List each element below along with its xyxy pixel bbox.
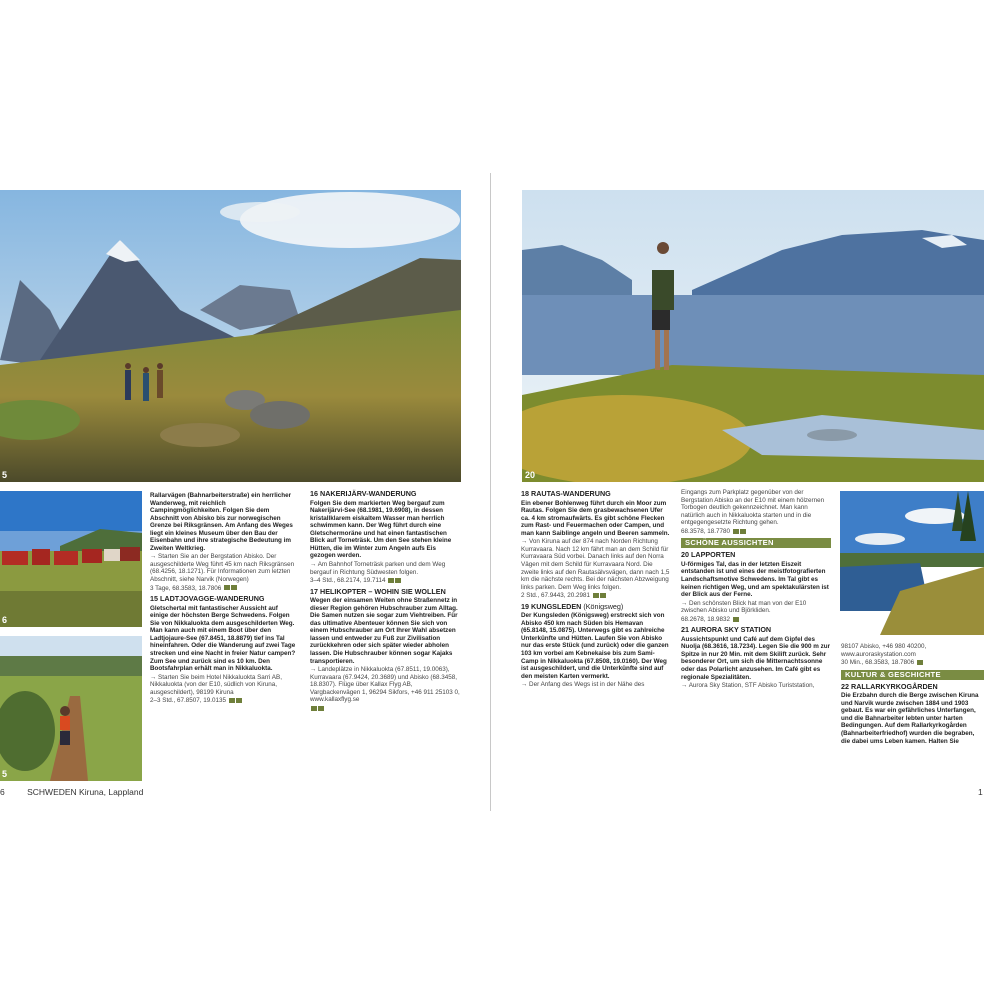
camping-icon [600,593,606,598]
heading-number: 17 [310,586,318,596]
section-21-text: Aussichtspunkt und Café auf dem Gipfel des Nuolja (68.3616, 18.7234). Legen Sie die 900 m zur Spitze in nur 20 Min. mit dem Skilift zurück. Sehr besonderer Ort, um sich die Mitternachtssonne oder das Polarlicht anzusehen. Im Café gibt es regionale Spezialitäten. [681,635,831,681]
hiking-icon [318,706,324,711]
directions-text: → Starten Sie an der Bergstation Abisko. Der ausgeschilderte Weg führt 45 km nach Riksgränsen (68.4256, 18.1271). Für Informationen zum letzten Abschnitt, siehe Narvik (Norwegen) [150,553,295,584]
meta-line-16 [310,577,463,585]
heading-22 [841,683,984,692]
page-spine [490,173,491,811]
directions-20-text: → Den schönsten Blick hat man von der E10 zwischen Abisko und Björkliden. [681,599,807,615]
heading-title: AURORA SKY STATION [690,625,772,635]
directions-18-text: → Von Kiruna auf der 874 nach Norden Richtung Kurravaara. Nach 12 km fährt man an dem Schild für Kurravaara Süd vorbei. Danach links auf den Norra Vägen mit dem Schild für Kurravaara Nord. Die zweite links auf den Rautasälvsvägen, dann nach 1,5 km die nächste rechts. Bei der nächsten Abzweigung links parken. Dem Weg links folgen. [521,538,670,591]
meta-text: 2–3 Std., 67.8507, 19.0135 [150,697,226,705]
text-column-d [681,489,831,691]
section-22-text: Die Erzbahn durch die Berge zwischen Kiruna und Narvik wurde zwischen 1884 und 1903 gebaut. Es war ein gefährliches Unterfangen, und die Bahnarbeiter lebten unter harten Bedingungen. Auf dem Rallarkyrkogården (Bahnarbeiterfriedhof) wurden die begraben, die dabei ums Leben kamen. Halten Sie [841,692,979,745]
section-band-culture: KULTUR & GESCHICHTE [841,670,984,680]
running-head: SCHWEDEN Kiruna, Lappland [27,787,144,797]
meta-line-e [841,659,984,667]
photo-number: 5 [2,470,8,480]
camping-icon [231,585,237,590]
hiking-icon [733,617,739,622]
photo-number: 6 [2,615,8,625]
heading-number: 20 [681,550,689,560]
heading-number: 18 [521,489,529,498]
footer-left [0,787,143,797]
directions-17-text: → Landeplätze in Nikkaluokta (67.8511, 19.0063), Kurravaara (67.9424, 20.3689) und Abisko (68.3458, 18.8307). Flüge über Kallax Flyg AB, Vargbackenvägen 1, 96294 Sikfors, +46 911 25103 0, www.kallaxflyg.se [310,666,460,704]
text-column-c [521,489,671,690]
directions-15-text: → Starten Sie beim Hotel Nikkaluokta Sarri AB, Nikkaluokta (von der E10, südlich von Kiruna, ausgeschildert), 98199 Kiruna [150,673,282,696]
heading-16 [310,490,463,499]
heading-title: KUNGSLEDEN [531,601,582,611]
hero-photo-hiker [522,190,984,482]
heading-number: 22 [841,681,849,691]
camping-icon [395,578,401,583]
heading-title: NAKERIJÄRV-WANDERUNG [320,489,417,498]
continued-text: Eingangs zum Parkplatz gegenüber von der Bergstation Abisko an der E10 mit einem hölzernen Torbogen deutlich gekennzeichnet. Man kann natürlich auch in Nikkaluokta starten und in die entgegengesetzte Richtung gehen. [681,489,825,527]
meta-text: 3 Tage, 68.3583, 18.7806 [150,584,222,592]
directions-21-text: → Aurora Sky Station, STF Abisko Turiststation, [681,682,815,690]
meta-line-cont [681,528,831,536]
hiking-icon [388,578,394,583]
heading-15 [150,595,296,604]
photo-number: 18 [844,623,855,633]
photo-number: 5 [2,769,8,779]
heading-title: HELIKOPTER – WOHIN SIE WOLLEN [320,586,446,596]
heading-title: RAUTAS-WANDERUNG [531,489,611,498]
photo-river [840,491,984,635]
section-19-text: Der Kungsleden (Königsweg) erstreckt sich von Abisko 450 km nach Süden bis Hemavan (65.8148, 15.0875). Unterwegs gibt es zahlreiche Unterkünfte und Hütten. Laufen Sie von Abisko nur das erste Stück (und zurück) oder die ganzen 103 km vorbei am Kebnekaise bis zum Sami-Camp in Nikkaluokta (67.8508, 19.0160). Der Weg ist ausgeschildert, und die Unterkünfte sind auf den meisten Karten vermerkt. [521,612,669,680]
section-20-text: U-förmiges Tal, das in der letzten Eiszeit entstanden ist und eines der meistfotografierten Landschaftsmotive Schwedens. Im Tal gibt es keinen richtigen Weg, und am spektakulärsten ist der Blick aus der Ferne. [681,560,829,599]
directions-19-text: → Der Anfang des Wegs ist in der Nähe des [521,681,645,689]
heading-19 [521,603,671,612]
meta-text: 68.2678, 18.9832 [681,615,731,623]
heading-number: 21 [681,625,689,635]
address-text: 98107 Abisko, +46 980 40200, www.auroraskystation.com [841,643,927,658]
text-column-a [150,492,296,708]
heading-18 [521,490,671,499]
heading-number: 19 [521,601,529,611]
meta-text: 3–4 Std., 68.2174, 19.7114 [310,577,386,585]
section-15-text: Gletschertal mit fantastischer Aussicht auf einige der höchsten Berge Schwedens. Folgen Sie von Nikkaluokta dem ausgeschilderten Weg. Man kann auch mit einem Boot über den Ladtjojaure-See (67.8451, 18.8879) tief ins Tal hineinfahren. Oder die Wanderung auf zwei Tage strecken und eine Nacht in freier Natur campen? Zum See und zurück sind es 10 km. Den Bootsfahrplan erhält man in Nikkaluokta. [150,604,296,673]
directions-16-text: → Am Bahnhof Torneträsk parken und dem Weg bergauf in Richtung Südwesten folgen. [310,560,446,576]
footer-right [978,787,983,797]
meta-text: 68.3578, 18.7780 [681,527,731,535]
section-band-views: SCHÖNE AUSSICHTEN [681,538,831,548]
section-17-text: Wegen der einsamen Weiten ohne Straßennetz in dieser Region gehören Hubschrauber zum Alltag. Die Samen nutzen sie sogar zum Viehtreiben. Für das ultimative Abenteuer können Sie sich von einem Hubschrauber am Ort Ihrer Wahl absetzen lassen und entweder zu Fuß zur Zivilisation zurückkehren oder sich später wieder abholen lassen. Die Hubschrauber können sogar Kajaks transportieren. [310,597,458,665]
meta-line-15 [150,697,296,705]
camping-icon [740,529,746,534]
meta-line-20 [681,616,831,624]
intro-text: Rallarvägen (Bahnarbeiterstraße) ein herrlicher Wanderweg, mit reichlich Campingmöglichkeiten. Folgen Sie dem Abschnitt von Abisko bis zur norwegischen Grenze bei Riksgränsen. Am Anfang des Weges liegt ein kleines Museum über den Bau der Eisenbahn und ihre strategische Bedeutung im Zweiten Weltkrieg. [150,492,293,552]
heading-title: LADTJOVAGGE-WANDERUNG [160,594,265,604]
heading-number: 15 [150,594,158,604]
page-number-right: 1 [978,787,983,797]
hiking-icon [917,660,923,665]
hiking-icon [593,593,599,598]
meta-text: 2 Std., 67.9443, 20.2981 [521,592,590,600]
meta-text: 30 Min., 68.3583, 18.7806 [841,659,915,667]
hero-photo-mountains [0,190,461,482]
meta-line [150,585,296,593]
meta-line-17 [310,705,463,713]
heading-title: LAPPORTEN [691,550,736,560]
section-16-text: Folgen Sie dem markierten Weg bergauf zum Nakerijärvi-See (68.1981, 19.6908), in dessen kristallklarem eiskaltem Wasser man herrlich schwimmen kann. Der Weg führt durch eine Gletschermoräne und hat einen fantastischen Blick auf Torneträsk. Um den See stehen kleine Hütten, die im Winter zum Angeln aufs Eis gezogen werden. [310,499,452,560]
helicopter-icon [311,706,317,711]
photo-red-cabins [0,491,142,627]
heading-20 [681,551,831,560]
hiking-icon [733,529,739,534]
hiking-icon [229,698,235,703]
photo-number: 20 [525,470,536,480]
section-18-text: Ein ebener Bohlenweg führt durch ein Moor zum Rautas. Folgen Sie dem grasbewachsenen Ufer ca. 4 km stromaufwärts. Es gibt schöne Flecken zum Rast- und Feuermachen oder Campen, und man kann Saiblinge angeln und Beeren sammeln. [521,499,670,537]
text-column-e [841,643,984,746]
heading-21 [681,626,831,635]
hiking-icon [224,585,230,590]
boat-icon [236,698,242,703]
page-number-left: 6 [0,787,5,797]
heading-subtitle: (Königsweg) [583,601,624,611]
heading-number: 16 [310,489,318,498]
photo-boardwalk [0,636,142,781]
meta-line-18 [521,592,671,600]
text-column-b [310,489,463,715]
heading-17 [310,588,463,597]
heading-title: RALLARKYRKOGÅRDEN [851,681,938,691]
